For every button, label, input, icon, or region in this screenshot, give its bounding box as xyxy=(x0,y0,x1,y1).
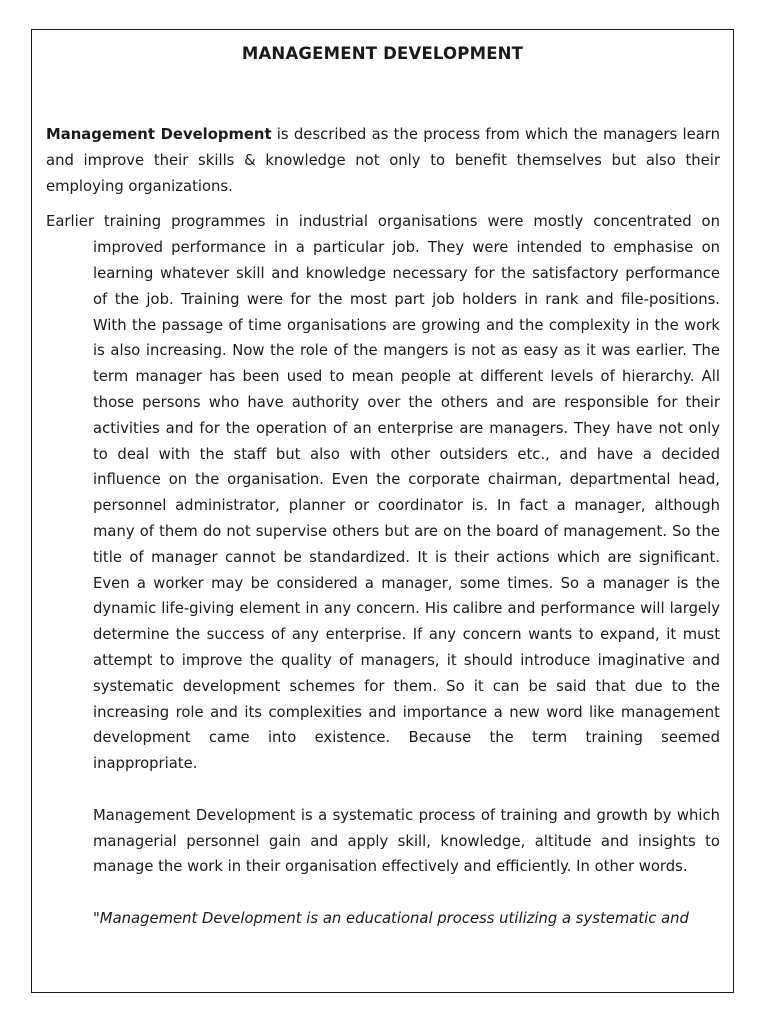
quote-paragraph: "Management Development is an educational process utilizing a systematic and xyxy=(93,909,689,927)
document-page xyxy=(31,29,734,993)
paragraph-spacer xyxy=(46,880,720,906)
definition-paragraph: Management Development is a systematic process of training and growth by which managerial personnel gain and apply skill, knowledge, altitude and insights to manage the work in their organisation effectively and efficiently. In other words. xyxy=(93,806,720,876)
intro-lead-term: Management Development xyxy=(46,126,272,143)
intro-paragraph xyxy=(46,122,720,199)
document-title: MANAGEMENT DEVELOPMENT xyxy=(241,44,524,63)
document-body xyxy=(46,122,720,932)
paragraph-spacer xyxy=(46,777,720,803)
history-paragraph: Earlier training programmes in industrial organisations were mostly concentrated on improved performance in a particular job. They were intended to emphasise on learning whatever skill and knowledge necessary for the satisfactory performance of the job. Training were for the most part job holders in rank and file-positions. With the passage of time organisations are growing and the complexity in the work is also increasing. Now the role of the mangers is not as easy as it was earlier. The term manager has been used to mean people at different levels of hierarchy. All those persons who have authority over the others and are responsible for their activities and for the operation of an enterprise are managers. They have not only to deal with the staff but also with other outsiders etc., and have a decided influence on the organisation. Even the corporate chairman, departmental head, personnel administrator, planner or coordinator is. In fact a manager, although many of them do not supervise others but are on the board of management. So the title of manager cannot be standardized. It is their actions which are significant. Even a worker may be considered a manager, some times. So a manager is the dynamic life-giving element in any concern. His calibre and performance will largely determine the success of any enterprise. If any concern wants to expand, it must attempt to improve the quality of managers, it should introduce imaginative and systematic development schemes for them. So it can be said that due to the increasing role and its complexities and importance a new word like management development came into existence. Because the term training seemed inappropriate. xyxy=(46,213,720,773)
intro-text: is described as the process from which the managers learn and improve their skills & knowledge not only to benefit themselves but also their employing organizations. xyxy=(46,126,720,195)
